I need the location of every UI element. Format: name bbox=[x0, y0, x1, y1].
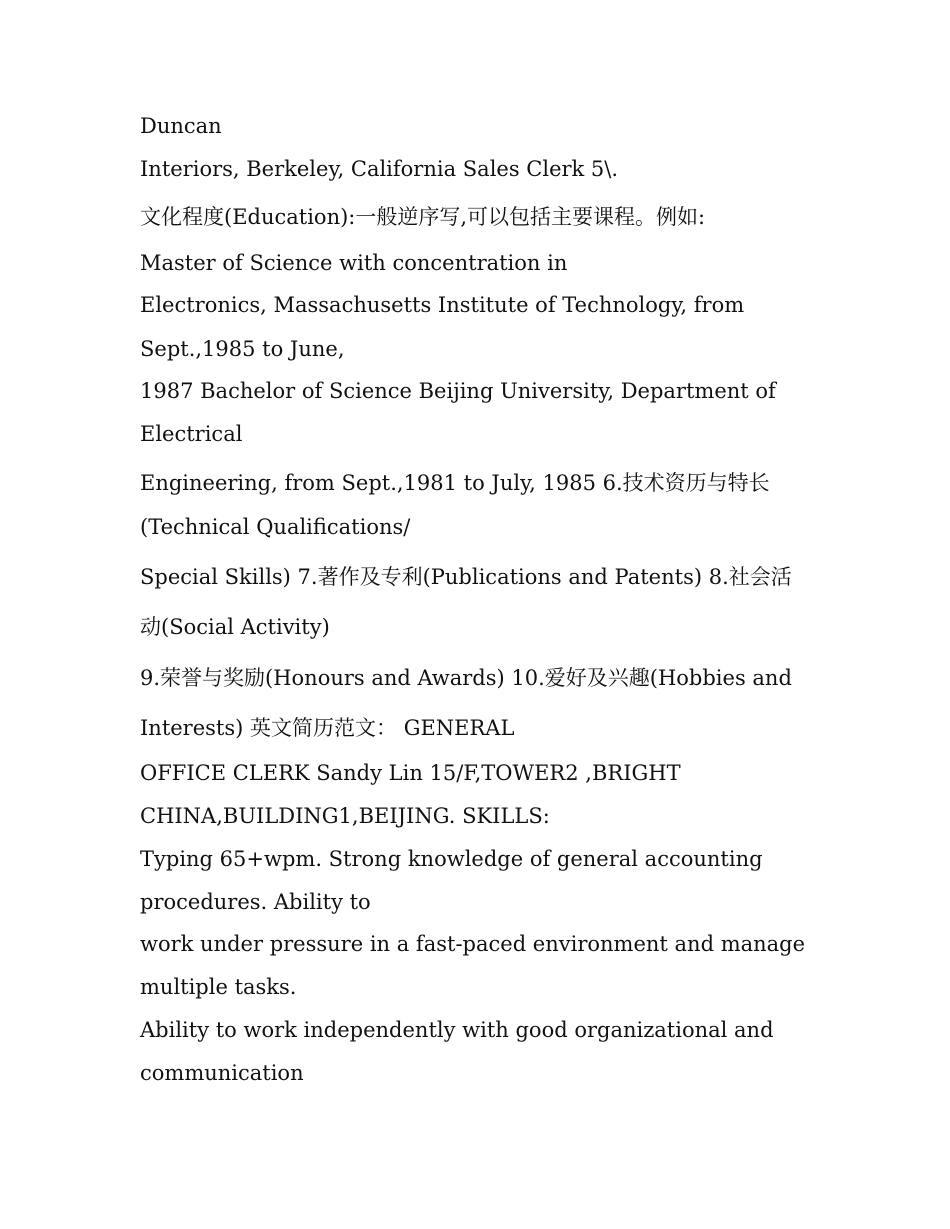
text-line: Electronics, Massachusetts Institute of Technology, from bbox=[140, 293, 745, 317]
text-line: Special Skills) 7.著作及专利(Publications and Patents) 8.社会活 bbox=[140, 565, 792, 589]
text-line: multiple tasks. bbox=[140, 975, 297, 999]
text-line: Typing 65+wpm. Strong knowledge of general accounting bbox=[140, 847, 763, 871]
text-line: 动(Social Activity) bbox=[140, 615, 330, 639]
text-line: CHINA,BUILDING1,BEIJING. SKILLS: bbox=[140, 804, 550, 828]
text-line: procedures. Ability to bbox=[140, 890, 371, 914]
text-line: Sept.,1985 to June, bbox=[140, 337, 345, 361]
text-line: Engineering, from Sept.,1981 to July, 1985 6.技术资历与特长 bbox=[140, 471, 770, 495]
text-line: (Technical Qualifications/ bbox=[140, 515, 411, 539]
text-line: Interiors, Berkeley, California Sales Clerk 5\. bbox=[140, 157, 619, 181]
text-line: communication bbox=[140, 1061, 304, 1085]
text-line: Interests) 英文简历范文： GENERAL bbox=[140, 716, 515, 740]
text-line: OFFICE CLERK Sandy Lin 15/F,TOWER2 ,BRIGHT bbox=[140, 761, 681, 785]
text-line: Ability to work independently with good organizational and bbox=[140, 1018, 774, 1042]
text-line: Electrical bbox=[140, 422, 243, 446]
text-line: 9.荣誉与奖励(Honours and Awards) 10.爱好及兴趣(Hobbies and bbox=[140, 666, 792, 690]
text-line: Duncan bbox=[140, 114, 222, 138]
text-line: 文化程度(Education):一般逆序写,可以包括主要课程。例如: bbox=[140, 205, 706, 229]
text-line: 1987 Bachelor of Science Beijing University, Department of bbox=[140, 379, 776, 403]
text-line: work under pressure in a fast-paced environment and manage bbox=[140, 932, 806, 956]
text-line: Master of Science with concentration in bbox=[140, 251, 568, 275]
